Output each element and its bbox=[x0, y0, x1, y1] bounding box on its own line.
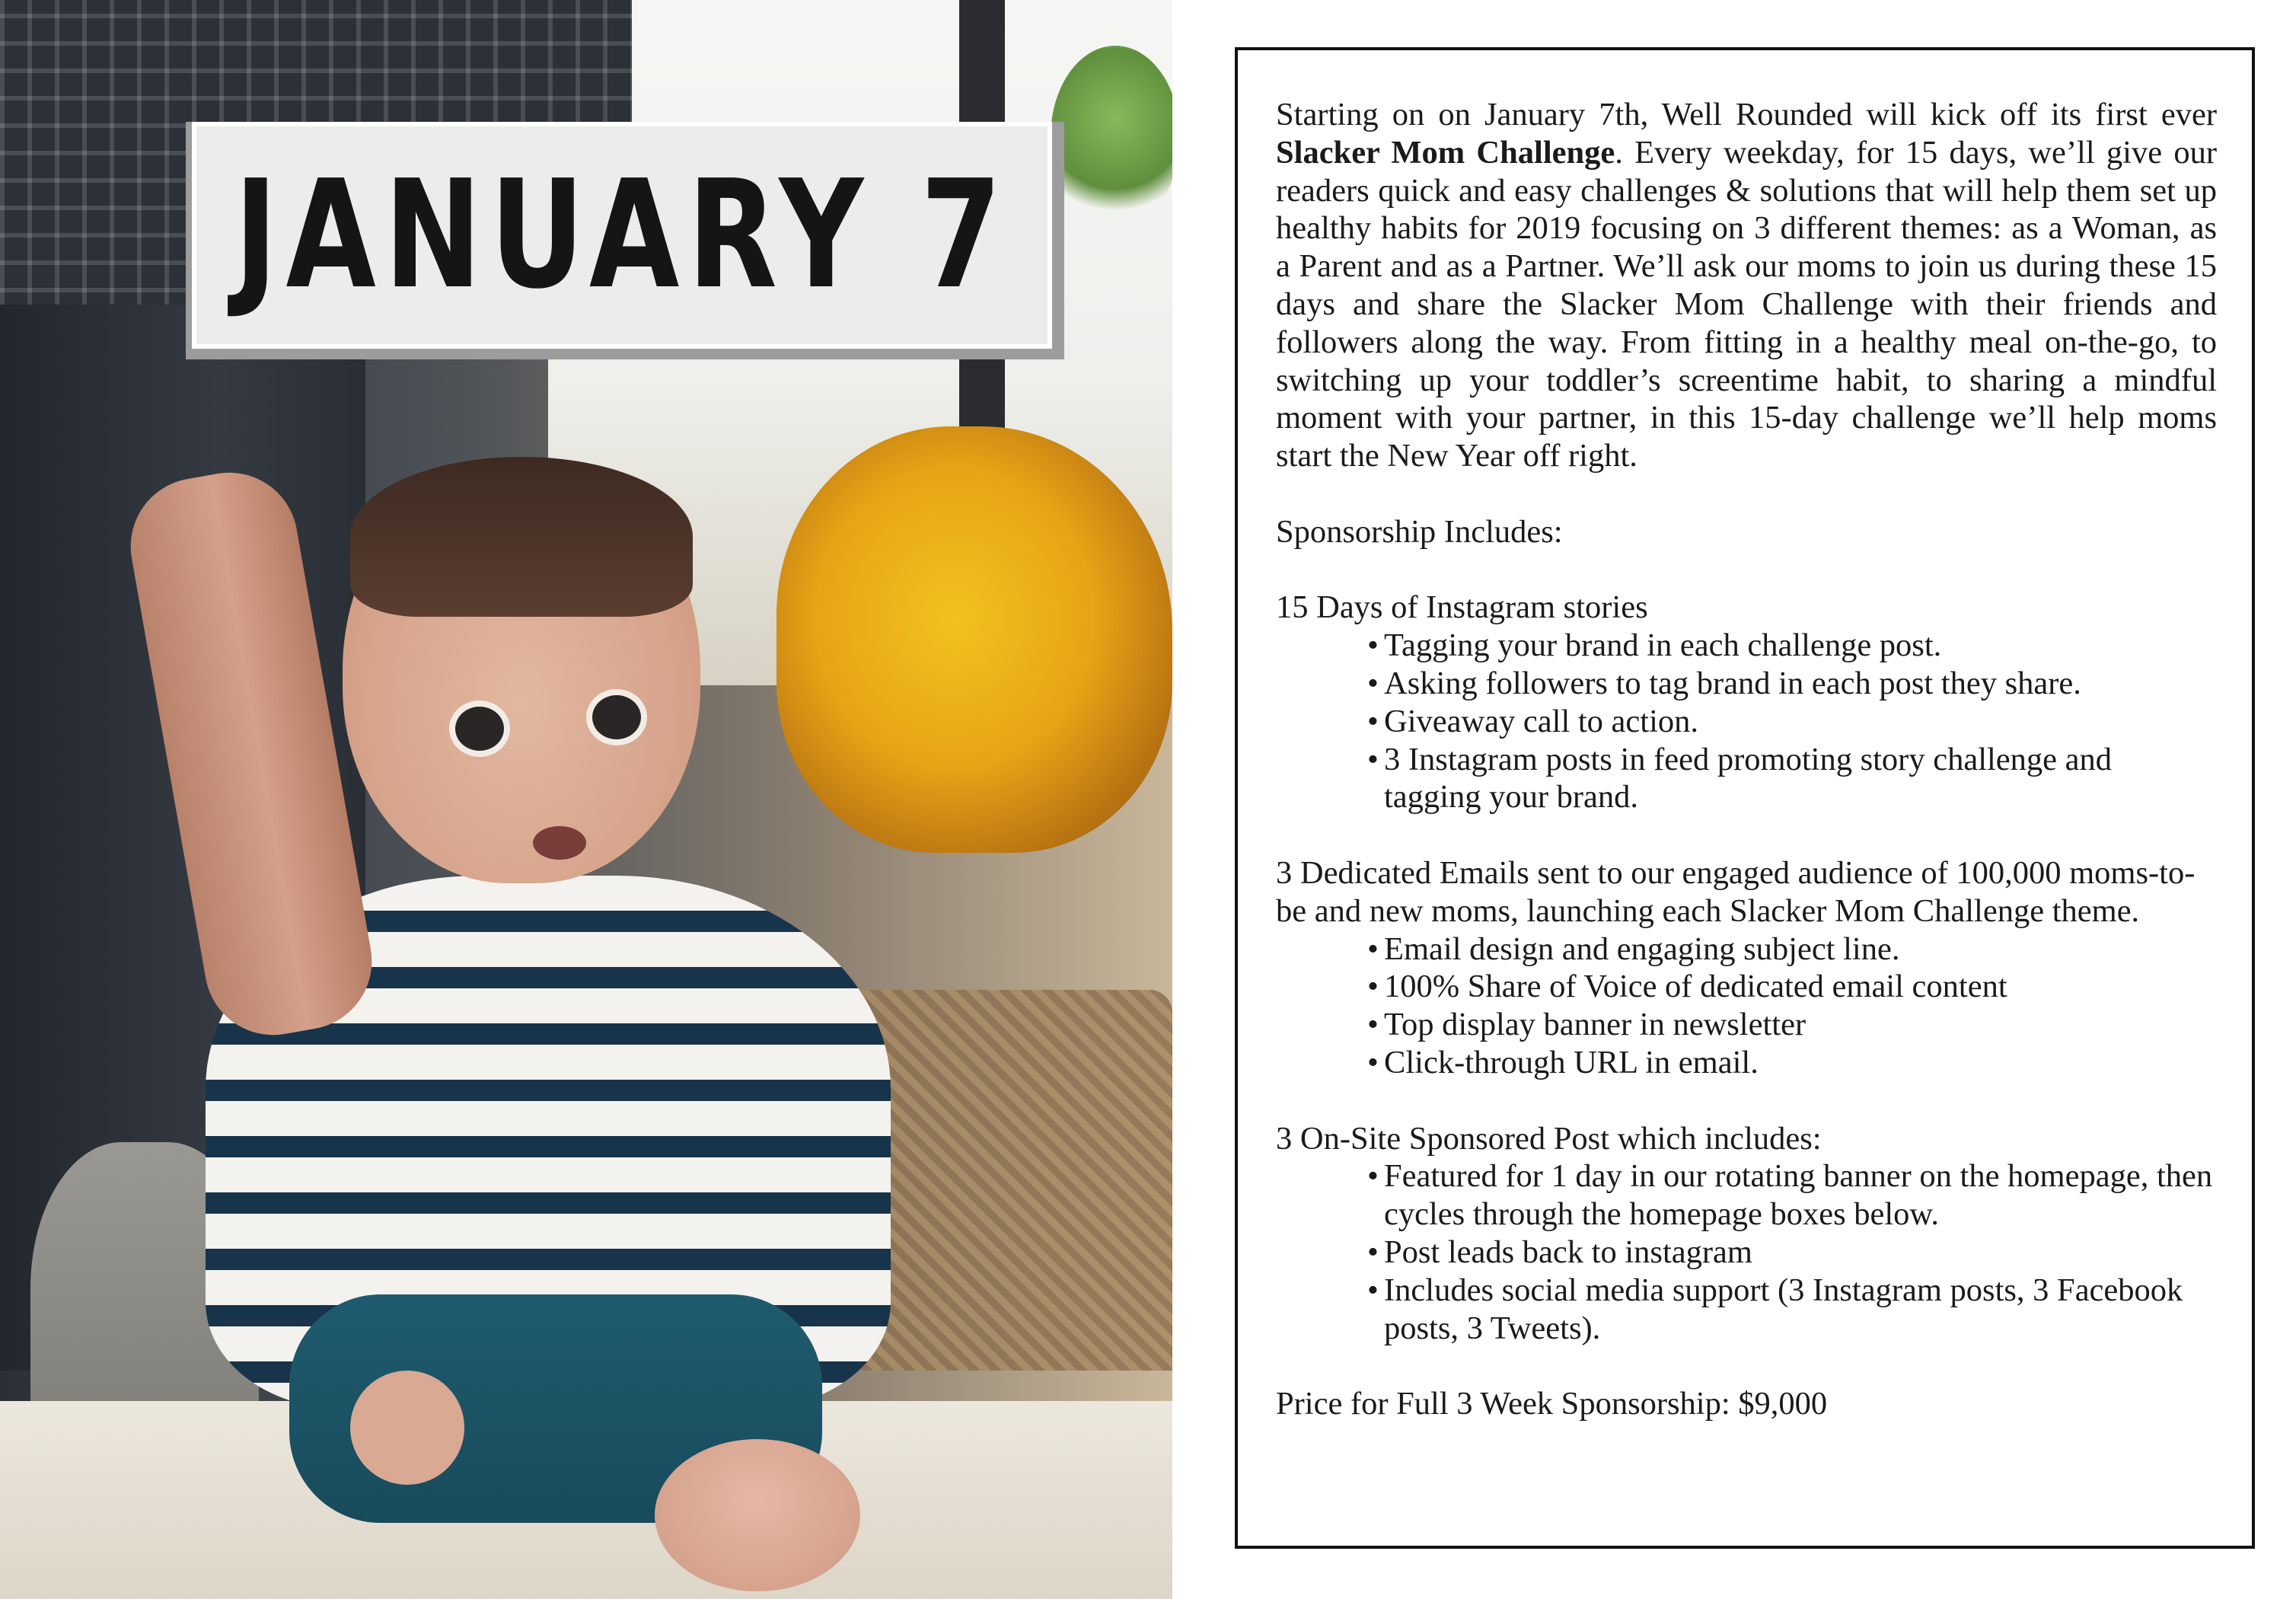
bullet-icon: • bbox=[1367, 969, 1379, 1005]
section-heading-emails: 3 Dedicated Emails sent to our engaged audience of 100,000 moms-to-be and new moms, launching each Slacker Mom Challenge theme. bbox=[1276, 854, 2196, 929]
list-item: • 3 Instagram posts in feed promoting story challenge and tagging your brand. bbox=[1367, 741, 2113, 815]
intro-text-rest: . Every weekday, for 15 days, we’ll give our readers quick and easy challenges & solutions that will help them set up healthy habits for 2019 focusing on 3 different themes: as a Woman, as a Parent and as a Partner. We’ll ask our moms to join us during these 15 days and share the Slacker Mom Challenge with their friends and followers along the way. From fitting in a healthy meal on-the-go, to switching up your toddler’s screentime habit, to sharing a mindful moment with your partner, in this 15-day challenge we’ll help moms start the New Year off right. bbox=[1276, 134, 2217, 474]
email-bullets bbox=[1276, 930, 2217, 1082]
bullet-icon: • bbox=[1367, 741, 1379, 777]
bullet-icon: • bbox=[1367, 1272, 1379, 1308]
list-item: • Email design and engaging subject line. bbox=[1367, 930, 1900, 967]
bullet-icon: • bbox=[1367, 703, 1379, 739]
sponsorship-description bbox=[1276, 96, 2217, 1423]
baby-eye-right bbox=[586, 689, 647, 745]
list-item: • Click-through URL in email. bbox=[1367, 1044, 1759, 1080]
bullet-icon: • bbox=[1367, 627, 1379, 664]
intro-text-start: Starting on on January 7th, Well Rounded will kick off its first ever bbox=[1276, 97, 2217, 132]
baby-mouth bbox=[533, 826, 586, 860]
baby-foot bbox=[655, 1439, 860, 1591]
list-item: • Includes social media support (3 Instagram posts, 3 Facebook posts, 3 Tweets). bbox=[1367, 1272, 2183, 1346]
section-heading-onsite: 3 On-Site Sponsored Post which includes: bbox=[1276, 1120, 1822, 1157]
date-title: JANUARY 7 bbox=[234, 148, 1010, 322]
baby-hair bbox=[350, 457, 693, 617]
list-item: • Asking followers to tag brand in each post they share. bbox=[1367, 665, 2081, 701]
baby-hand bbox=[350, 1371, 464, 1485]
bullet-icon: • bbox=[1367, 665, 1379, 701]
baby-eye-left bbox=[449, 701, 510, 757]
challenge-name: Slacker Mom Challenge bbox=[1276, 134, 1615, 171]
list-item: • Featured for 1 day in our rotating banner on the homepage, then cycles through the homepage boxes below. bbox=[1367, 1158, 2213, 1233]
bullet-icon: • bbox=[1367, 930, 1379, 967]
plant bbox=[1051, 46, 1172, 228]
instagram-bullets bbox=[1276, 627, 2217, 816]
list-item: • Tagging your brand in each challenge post. bbox=[1367, 627, 1942, 664]
yellow-basket bbox=[776, 426, 1172, 853]
intro-paragraph bbox=[1276, 96, 2217, 475]
bullet-icon: • bbox=[1367, 1007, 1379, 1043]
price-line: Price for Full 3 Week Sponsorship: $9,000 bbox=[1276, 1386, 1828, 1422]
list-item: • 100% Share of Voice of dedicated email content bbox=[1367, 969, 2007, 1005]
bullet-icon: • bbox=[1367, 1044, 1379, 1080]
onsite-bullets bbox=[1276, 1157, 2217, 1347]
section-heading-instagram: 15 Days of Instagram stories bbox=[1276, 589, 1648, 626]
list-item: • Post leads back to instagram bbox=[1367, 1234, 1752, 1270]
sponsorship-heading: Sponsorship Includes: bbox=[1276, 513, 1563, 550]
list-item: • Giveaway call to action. bbox=[1367, 703, 1699, 739]
list-item: • Top display banner in newsletter bbox=[1367, 1007, 1807, 1043]
bullet-icon: • bbox=[1367, 1234, 1379, 1270]
bullet-icon: • bbox=[1367, 1158, 1379, 1195]
date-label-box bbox=[192, 122, 1052, 349]
